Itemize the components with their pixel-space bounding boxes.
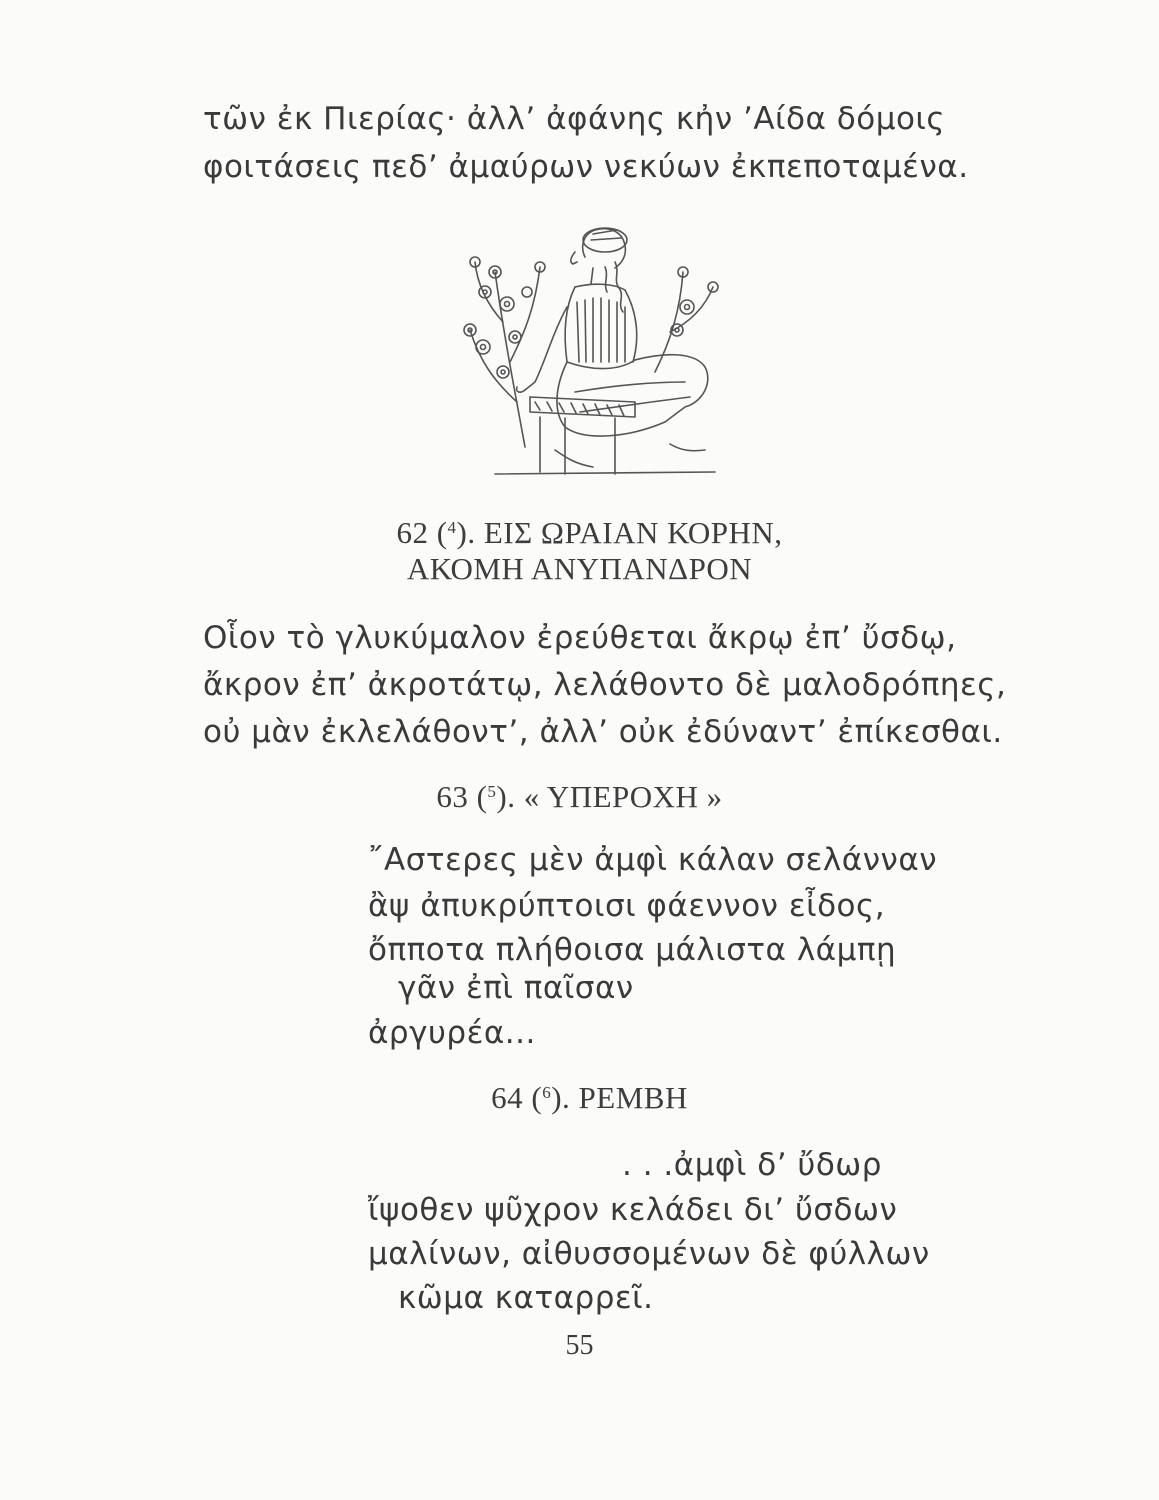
poem-line: οὐ μὰν ἐκλελάθοντ’, ἀλλ’ οὐκ ἐδύναντ’ ἐπίκεσθαι.	[203, 714, 1003, 750]
seated-woman-illustration	[455, 212, 730, 487]
poem-line: ἴψοθεν ψῦχρον κελάδει δι’ ὔσδων	[368, 1192, 898, 1228]
poem-line: ἄκρον ἐπ’ ἀκροτάτῳ, λελάθοντο δὲ μαλοδρόπηες,	[203, 667, 1007, 703]
poem-line: ἀργυρέα...	[368, 1015, 536, 1051]
poem-line: Οἷον τὸ γλυκύμαλον ἐρεύθεται ἄκρῳ ἐπ’ ὔσδῳ,	[203, 620, 957, 656]
poem-line: ῎Αστερες μὲν ἀμφὶ κάλαν σελάνναν	[368, 842, 938, 878]
page-number: 55	[565, 1330, 594, 1361]
poem-line: ὄπποτα πλήθοισα μάλιστα λάμπῃ	[368, 932, 897, 968]
section-heading-63: 63 ($^5$). « ΥΠΕΡΟΧΗ »	[436, 779, 723, 814]
poem-line: ἂψ ἀπυκρύπτοισι φάεννον εἶδος,	[368, 888, 886, 924]
poem-line: μαλίνων, αἰθυσσομένων δὲ φύλλων	[368, 1236, 930, 1272]
poem-line: τῶν ἐκ Πιερίας· ἀλλ’ ἀφάνης κἠν ’Αίδα δόμοις	[203, 101, 946, 137]
poem-line: . . .ἀμφὶ δ’ ὔδωρ	[622, 1147, 882, 1183]
section-heading-62: 62 ($^4$). ΕΙΣ ΩΡΑΙΑΝ ΚΟΡΗΝ,	[396, 515, 783, 550]
section-heading-62-line2: ΑΚΟΜΗ ΑΝΥΠΑΝΔΡΟΝ	[406, 551, 753, 586]
poem-line: φοιτάσεις πεδ’ ἀμαύρων νεκύων ἐκπεποταμένα.	[203, 149, 969, 185]
section-heading-64: 64 ($^6$). ΡΕΜΒΗ	[491, 1080, 688, 1115]
poem-line: κῶμα καταρρεῖ.	[398, 1280, 654, 1316]
poem-line: γᾶν ἐπὶ παῖσαν	[398, 970, 634, 1006]
